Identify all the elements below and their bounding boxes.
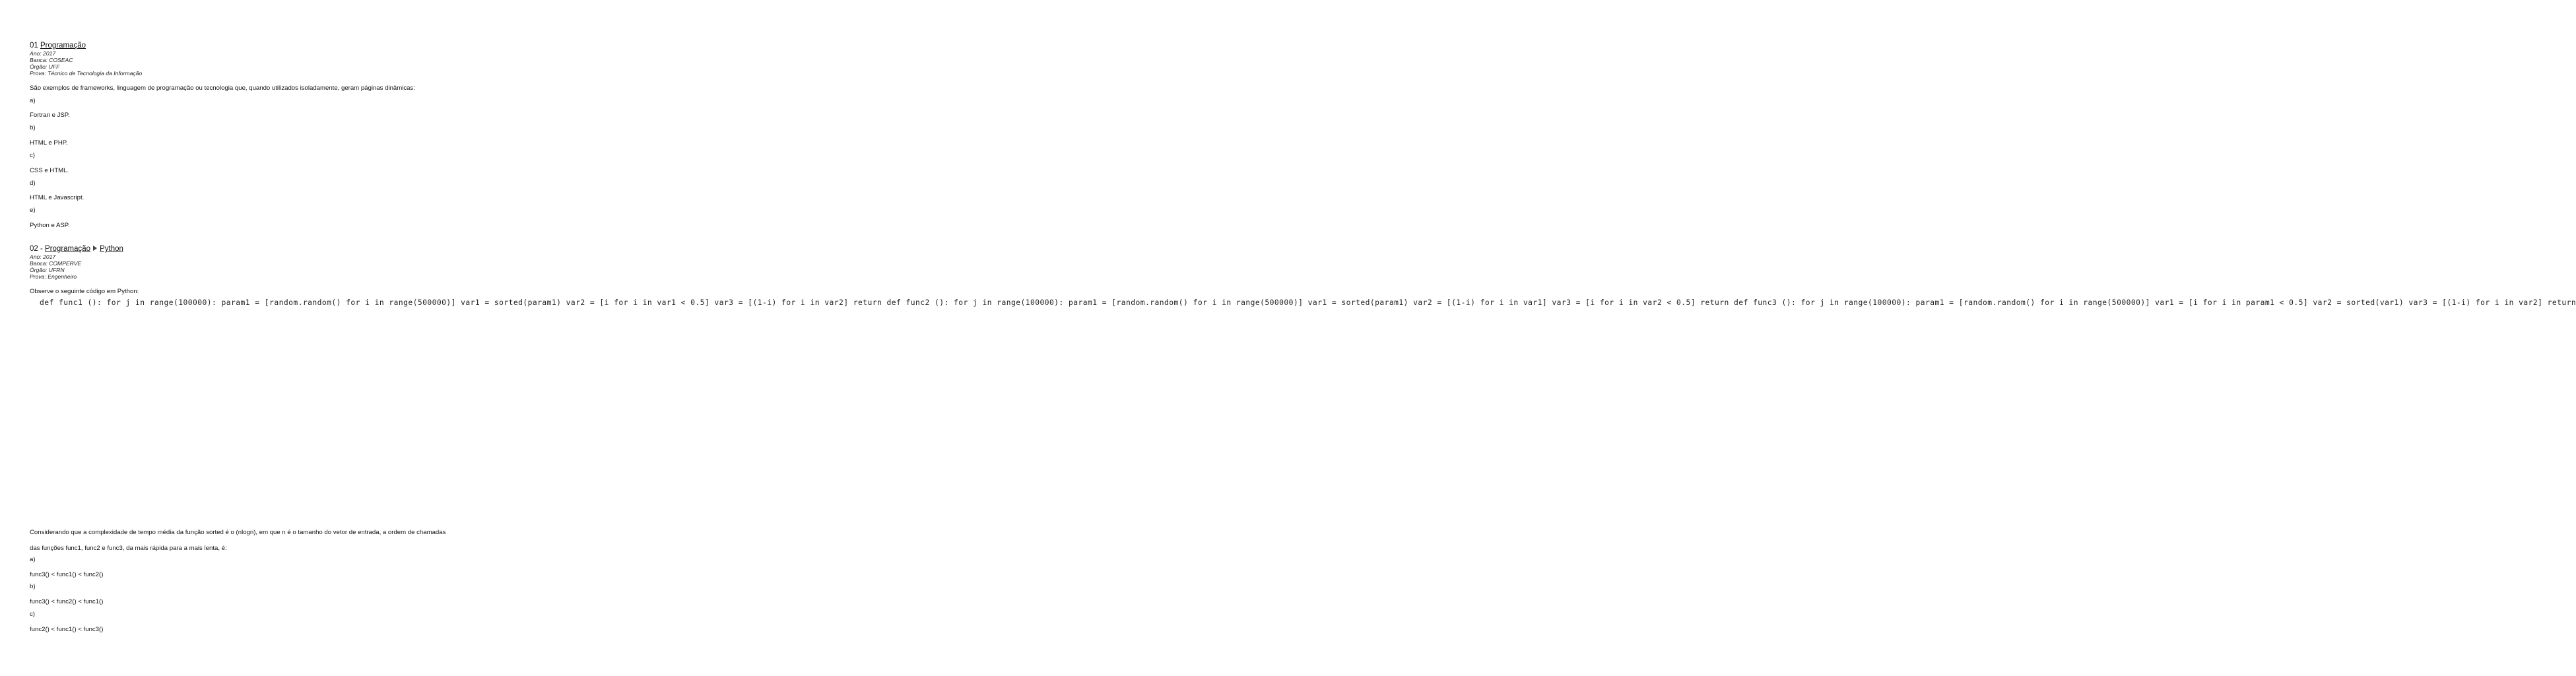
question-1-statement: São exemplos de frameworks, linguagem de programação ou tecnologia que, quando utilizados isoladamente, geram páginas dinâmicas: xyxy=(30,84,415,92)
question-2-statement-line-2: das funções func1, func2 e func3, da mais rápida para a mais lenta, é: xyxy=(30,545,227,552)
option-text: Fortran e JSP. xyxy=(30,112,70,119)
option-letter: d) xyxy=(30,180,36,187)
question-1-number: 01 xyxy=(30,42,38,50)
option-letter: b) xyxy=(30,124,36,131)
question-2-statement-line-1: Considerando que a complexidade de tempo média da função sorted é o (nlogn), em que n é o tamanho do vetor de entrada, a ordem de chamadas xyxy=(30,529,446,536)
option-text: func2() < func1() < func3() xyxy=(30,626,104,633)
option-text: HTML e Javascript. xyxy=(30,194,84,201)
question-2-number: 02 - xyxy=(30,245,43,253)
option-letter: a) xyxy=(30,97,36,104)
option-letter: e) xyxy=(30,207,36,214)
option-text: CSS e HTML. xyxy=(30,167,69,174)
option-letter: b) xyxy=(30,583,36,590)
meta-exam: Prova: Técnico de Tecnologia da Informação xyxy=(30,70,143,77)
option-letter: c) xyxy=(30,611,35,618)
option-text: HTML e PHP. xyxy=(30,139,68,147)
meta-organ: Órgão: UFRN xyxy=(30,267,65,273)
question-1-subject-link[interactable]: Programação xyxy=(40,42,86,50)
question-1-meta xyxy=(30,50,142,77)
question-2-header xyxy=(30,245,123,253)
question-2-topic-link[interactable]: Python xyxy=(100,245,123,253)
breadcrumb-arrow-icon xyxy=(93,246,97,251)
option-letter: a) xyxy=(30,556,36,563)
option-letter: c) xyxy=(30,152,35,159)
python-code-block: def func1 (): for j in range(100000): param1 = [random.random() for i in range(500000)] var1 = sorted(param1) var2 = [i for i in var1 < 0.5] var3 = [(1-i) for i in var2] return def func2 (): for j in range(100000): param1 = [random.random() for i in range(500000)] var1 = sorted(param1) var2 = [(1-i) for i in var1] var3 = [i for i in var2 < 0.5] return def func3 (): for j in range(100000): param1 = [random.random() for i in range(500000)] var1 = [i for i in param1 < 0.5] var2 = sorted(var1) var3 = [(1-i) for i in var2] return xyxy=(40,298,2576,307)
question-1-header xyxy=(30,42,86,50)
meta-year: Ano: 2017 xyxy=(30,254,56,260)
meta-organ: Órgão: UFF xyxy=(30,63,60,70)
meta-board: Banca: COMPERVE xyxy=(30,260,82,267)
question-2-subject-link[interactable]: Programação xyxy=(45,245,91,253)
question-2-intro: Observe o seguinte código em Python: xyxy=(30,288,139,295)
option-text: Python e ASP. xyxy=(30,222,70,229)
meta-board: Banca: COSEAC xyxy=(30,57,73,63)
option-text: func3() < func2() < func1() xyxy=(30,598,104,605)
meta-year: Ano: 2017 xyxy=(30,50,56,57)
option-text: func3() < func1() < func2() xyxy=(30,571,104,578)
meta-exam: Prova: Engenheiro xyxy=(30,273,77,280)
question-2-meta xyxy=(30,254,81,280)
